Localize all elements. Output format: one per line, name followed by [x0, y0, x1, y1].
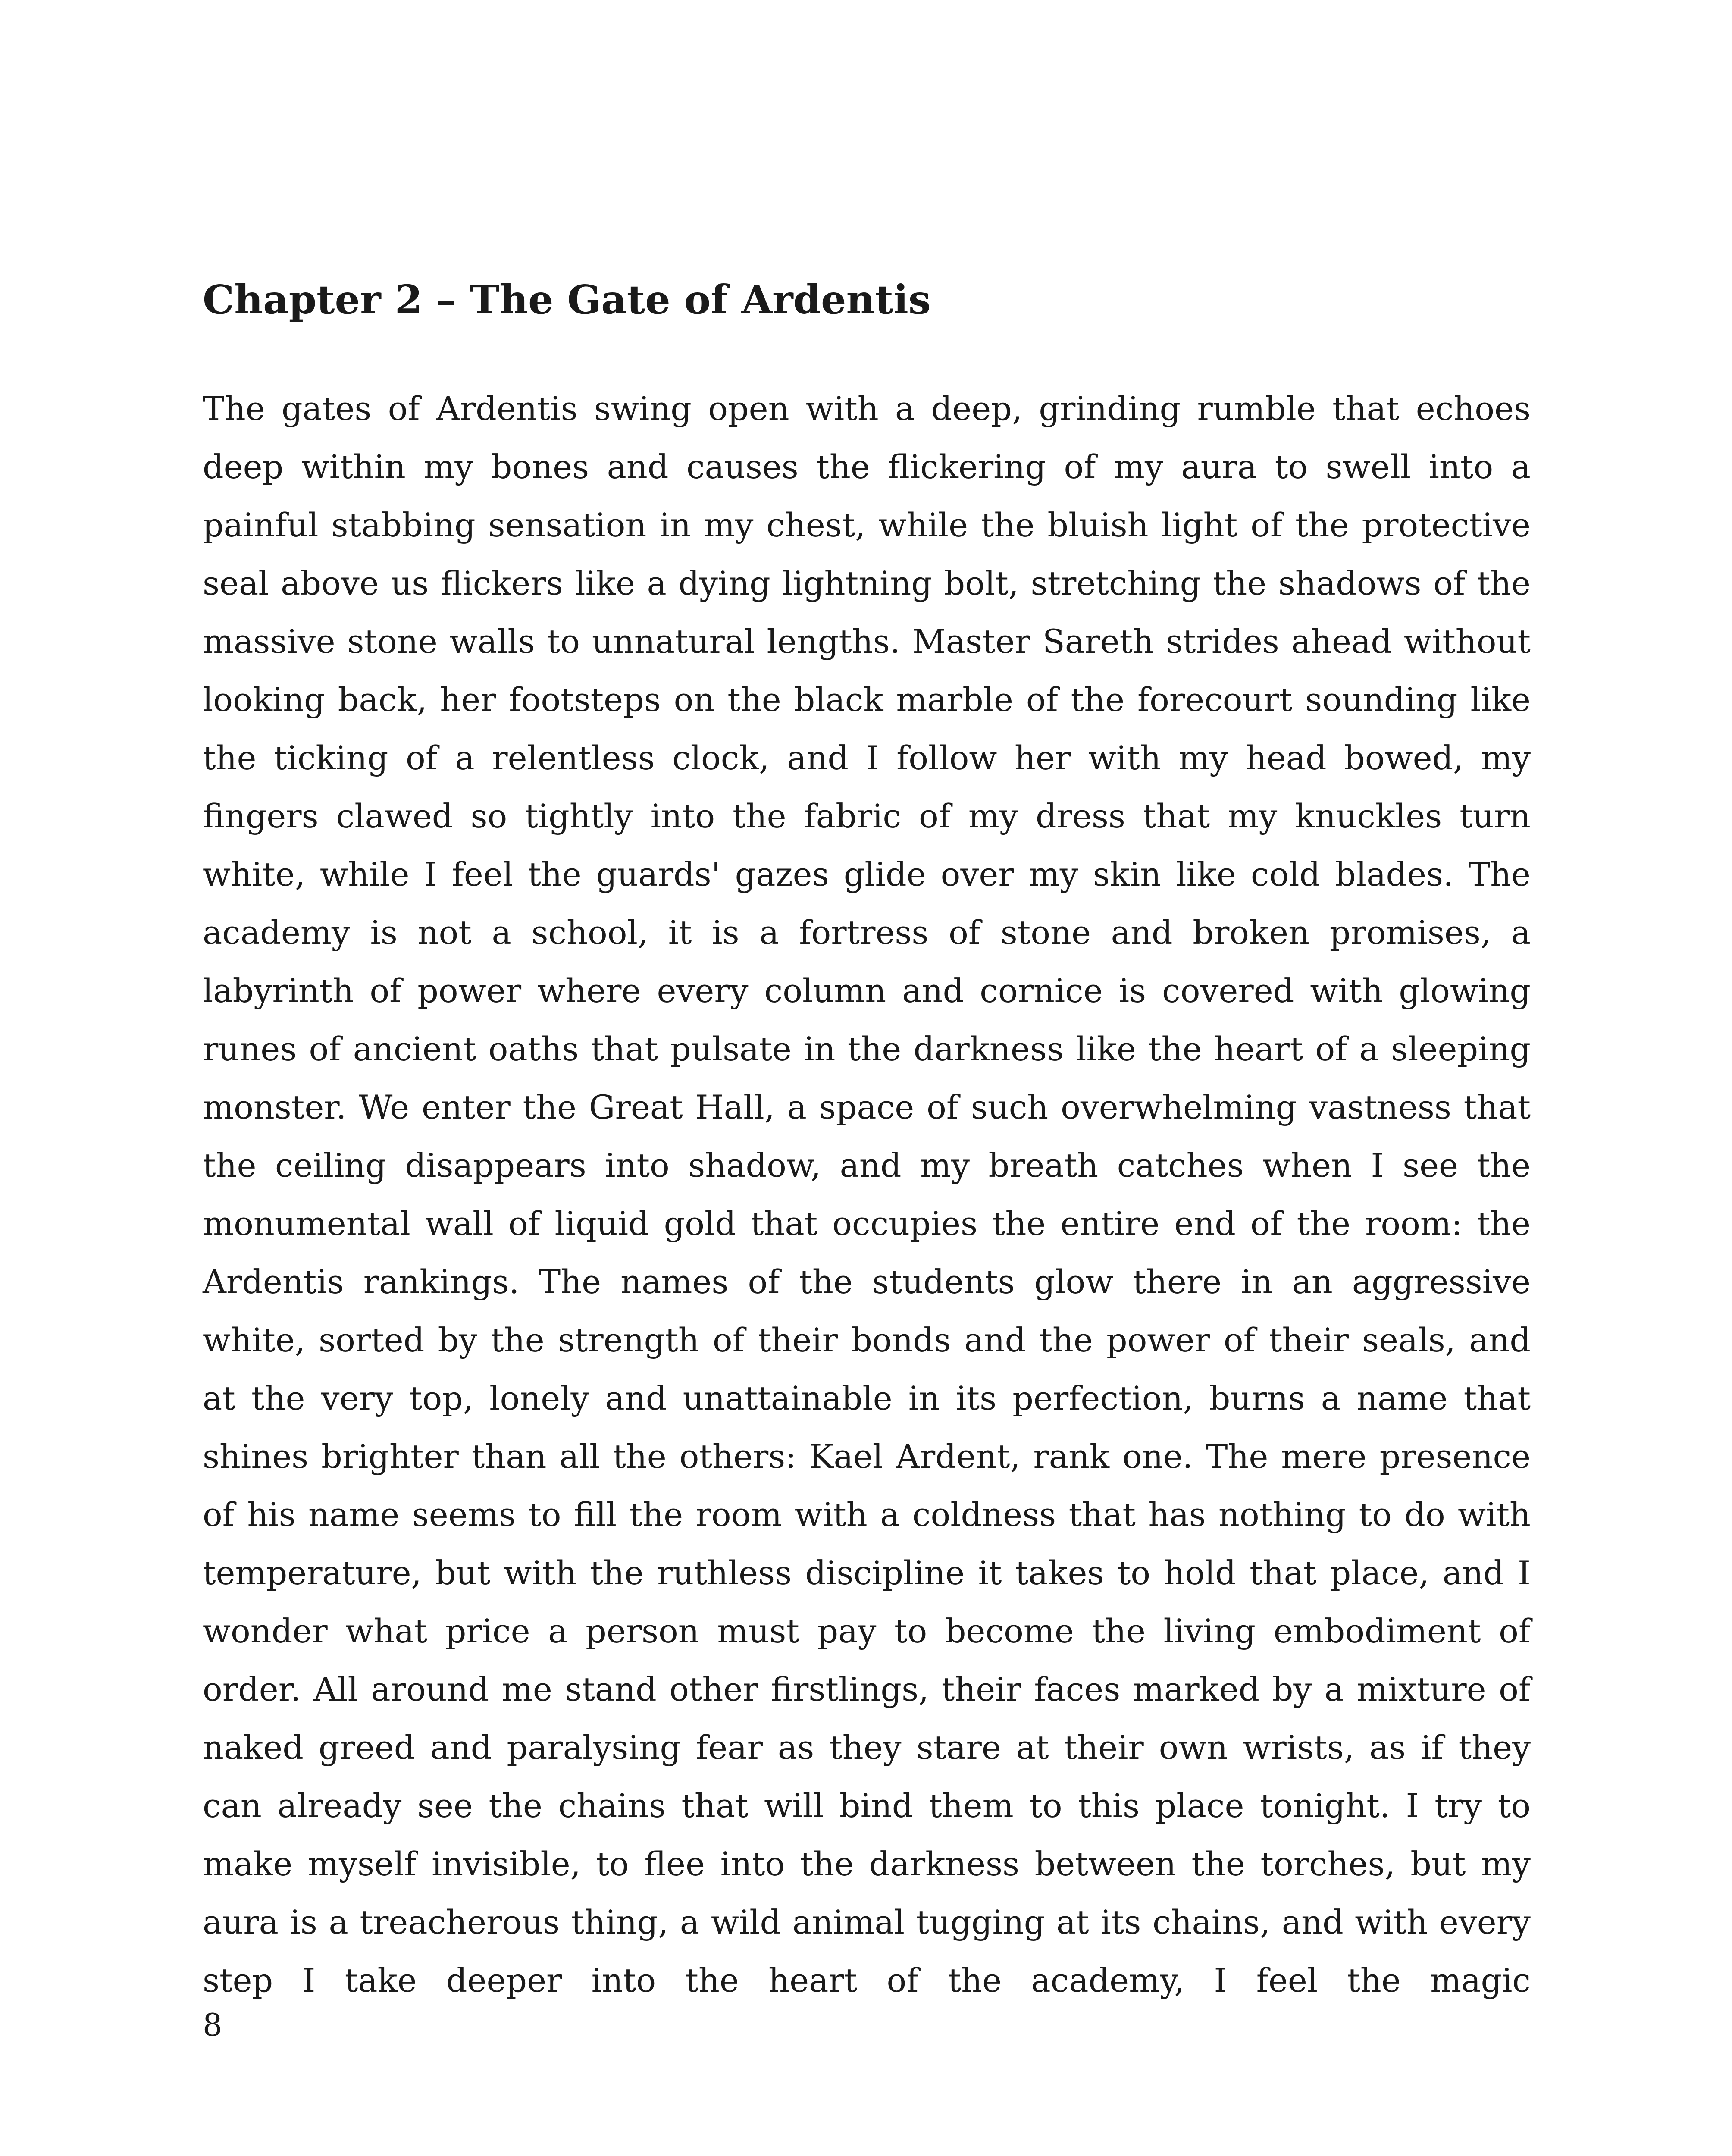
page-number: 8 — [203, 2007, 222, 2043]
chapter-title: Chapter 2 – The Gate of Ardentis — [203, 276, 931, 323]
body-paragraph: The gates of Ardentis swing open with a deep, grinding rumble that echoes deep within my bones and causes the flickering of my aura to swell into a painful stabbing sensation in my chest, while the bluish light of the protective seal above us flickers like a dying lightning bolt, stretching the shadows of the massive stone walls to unnatural lengths. Master Sareth strides ahead without looking back, her footsteps on the black marble of the forecourt sounding like the ticking of a relentless clock, and I follow her with my head bowed, my fingers clawed so tightly into the fabric of my dress that my knuckles turn white, while I feel the guards' gazes glide over my skin like cold blades. The academy is not a school, it is a fortress of stone and broken promises, a labyrinth of power where every column and cornice is covered with glowing runes of ancient oaths that pulsate in the darkness like the heart of a sleeping monster. We enter the Great Hall, a space of such overwhelming vastness that the ceiling disappears into shadow, and my breath catches when I see the monumental wall of liquid gold that occupies the entire end of the room: the Ardentis rankings. The names of the students glow there in an aggressive white, sorted by the strength of their bonds and the power of their seals, and at the very top, lonely and unattainable in its perfection, burns a name that shines brighter than all the others: Kael Ardent, rank one. The mere presence of his name seems to fill the room with a coldness that has nothing to do with temperature, but with the ruthless discipline it takes to hold that place, and I wonder what price a person must pay to become the living embodiment of order. All around me stand other firstlings, their faces marked by a mixture of naked greed and paralysing fear as they stare at their own wrists, as if they can already see the chains that will bind them to this place tonight. I try to make myself invisible, to flee into the darkness between the torches, but my aura is a treacherous thing, a wild animal tugging at its chains, and with every step I take deeper into the heart of the academy, I feel the magic — [203, 389, 1531, 1999]
